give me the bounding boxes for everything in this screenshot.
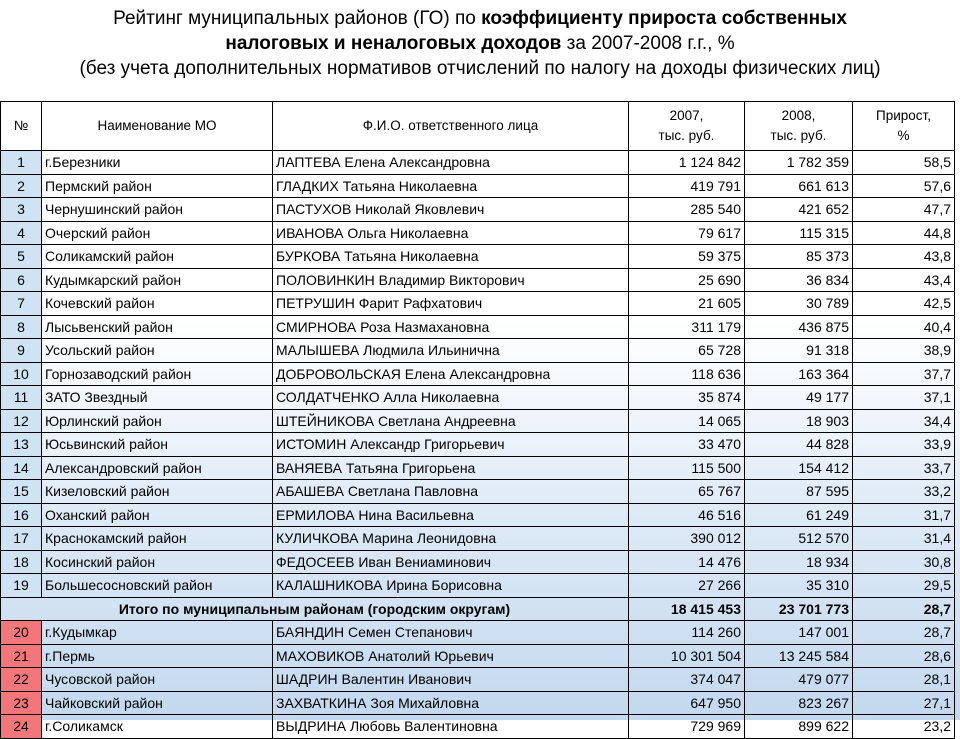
growth-percent: 33,2 bbox=[853, 480, 955, 504]
table-row bbox=[1, 456, 955, 480]
value-2007: 10 301 504 bbox=[629, 644, 745, 668]
responsible-person: ДОБРОВОЛЬСКАЯ Елена Александровна bbox=[273, 362, 629, 386]
row-number: 3 bbox=[1, 198, 42, 222]
row-number: 6 bbox=[1, 268, 42, 292]
growth-percent: 27,1 bbox=[853, 691, 955, 715]
responsible-person: ЕРМИЛОВА Нина Васильевна bbox=[273, 503, 629, 527]
row-number: 15 bbox=[1, 480, 42, 504]
responsible-person: ИСТОМИН Александр Григорьевич bbox=[273, 433, 629, 457]
growth-percent: 43,8 bbox=[853, 245, 955, 269]
table-row bbox=[1, 621, 955, 645]
value-2007: 311 179 bbox=[629, 315, 745, 339]
total-2008: 23 701 773 bbox=[745, 597, 853, 621]
growth-percent: 40,4 bbox=[853, 315, 955, 339]
growth-percent: 23,2 bbox=[853, 715, 955, 739]
table-row bbox=[1, 245, 955, 269]
row-number: 14 bbox=[1, 456, 42, 480]
rating-table bbox=[0, 101, 955, 739]
value-2008: 421 652 bbox=[745, 198, 853, 222]
growth-percent: 33,7 bbox=[853, 456, 955, 480]
municipality-name: Усольский район bbox=[42, 339, 273, 363]
growth-percent: 38,9 bbox=[853, 339, 955, 363]
responsible-person: МАХОВИКОВ Анатолий Юрьевич bbox=[273, 644, 629, 668]
growth-percent: 28,6 bbox=[853, 644, 955, 668]
value-2007: 1 124 842 bbox=[629, 151, 745, 175]
municipality-name: Горнозаводский район bbox=[42, 362, 273, 386]
growth-percent: 28,7 bbox=[853, 621, 955, 645]
row-number: 12 bbox=[1, 409, 42, 433]
value-2007: 59 375 bbox=[629, 245, 745, 269]
value-2007: 118 636 bbox=[629, 362, 745, 386]
responsible-person: АБАШЕВА Светлана Павловна bbox=[273, 480, 629, 504]
growth-percent: 28,1 bbox=[853, 668, 955, 692]
table-row bbox=[1, 644, 955, 668]
total-row bbox=[1, 597, 955, 621]
table-row bbox=[1, 268, 955, 292]
value-2007: 285 540 bbox=[629, 198, 745, 222]
table-row bbox=[1, 503, 955, 527]
responsible-person: ГЛАДКИХ Татьяна Николаевна bbox=[273, 174, 629, 198]
value-2008: 154 412 bbox=[745, 456, 853, 480]
value-2007: 14 065 bbox=[629, 409, 745, 433]
growth-percent: 47,7 bbox=[853, 198, 955, 222]
total-2007: 18 415 453 bbox=[629, 597, 745, 621]
title-line-2: налоговых и неналоговых доходов за 2007-2008 г.г., % bbox=[225, 33, 735, 54]
table-row bbox=[1, 339, 955, 363]
value-2007: 647 950 bbox=[629, 691, 745, 715]
responsible-person: ШАДРИН Валентин Иванович bbox=[273, 668, 629, 692]
responsible-person: БАЯНДИН Семен Степанович bbox=[273, 621, 629, 645]
municipality-name: Кудымкарский район bbox=[42, 268, 273, 292]
municipality-name: Чусовской район bbox=[42, 668, 273, 692]
municipality-name: Кизеловский район bbox=[42, 480, 273, 504]
value-2008: 512 570 bbox=[745, 527, 853, 551]
value-2008: 147 001 bbox=[745, 621, 853, 645]
title-subtitle: (без учета дополнительных нормативов отчислений по налогу на доходы физических лиц) bbox=[79, 58, 881, 79]
value-2008: 479 077 bbox=[745, 668, 853, 692]
responsible-person: ФЕДОСЕЕВ Иван Вениаминович bbox=[273, 550, 629, 574]
table-row bbox=[1, 574, 955, 598]
municipality-name: Чернушинский район bbox=[42, 198, 273, 222]
value-2008: 18 934 bbox=[745, 550, 853, 574]
row-number: 4 bbox=[1, 221, 42, 245]
responsible-person: ПЕТРУШИН Фарит Рафхатович bbox=[273, 292, 629, 316]
responsible-person: ШТЕЙНИКОВА Светлана Андреевна bbox=[273, 409, 629, 433]
responsible-person: ПОЛОВИНКИН Владимир Викторович bbox=[273, 268, 629, 292]
row-number: 18 bbox=[1, 550, 42, 574]
page-title bbox=[0, 6, 960, 81]
value-2008: 899 622 bbox=[745, 715, 853, 739]
header-growth: Прирост, % bbox=[853, 102, 955, 151]
responsible-person: КАЛАШНИКОВА Ирина Борисовна bbox=[273, 574, 629, 598]
table-row bbox=[1, 221, 955, 245]
value-2007: 115 500 bbox=[629, 456, 745, 480]
growth-percent: 34,4 bbox=[853, 409, 955, 433]
municipality-name: Чайковский район bbox=[42, 691, 273, 715]
growth-percent: 31,4 bbox=[853, 527, 955, 551]
municipality-name: г.Соликамск bbox=[42, 715, 273, 739]
value-2008: 18 903 bbox=[745, 409, 853, 433]
responsible-person: БУРКОВА Татьяна Николаевна bbox=[273, 245, 629, 269]
value-2008: 61 249 bbox=[745, 503, 853, 527]
growth-percent: 42,5 bbox=[853, 292, 955, 316]
row-number: 22 bbox=[1, 668, 42, 692]
table-row bbox=[1, 315, 955, 339]
row-number: 17 bbox=[1, 527, 42, 551]
responsible-person: МАЛЫШЕВА Людмила Ильинична bbox=[273, 339, 629, 363]
value-2007: 46 516 bbox=[629, 503, 745, 527]
total-label: Итого по муниципальным районам (городским округам) bbox=[1, 597, 629, 621]
total-growth: 28,7 bbox=[853, 597, 955, 621]
value-2008: 87 595 bbox=[745, 480, 853, 504]
municipality-name: Пермский район bbox=[42, 174, 273, 198]
row-number: 7 bbox=[1, 292, 42, 316]
municipality-name: г.Кудымкар bbox=[42, 621, 273, 645]
value-2008: 91 318 bbox=[745, 339, 853, 363]
table-row bbox=[1, 527, 955, 551]
municipality-name: Краснокамский район bbox=[42, 527, 273, 551]
row-number: 1 bbox=[1, 151, 42, 175]
row-number: 8 bbox=[1, 315, 42, 339]
responsible-person: СМИРНОВА Роза Назмахановна bbox=[273, 315, 629, 339]
value-2007: 21 605 bbox=[629, 292, 745, 316]
row-number: 10 bbox=[1, 362, 42, 386]
table-row bbox=[1, 715, 955, 739]
growth-percent: 57,6 bbox=[853, 174, 955, 198]
value-2008: 13 245 584 bbox=[745, 644, 853, 668]
growth-percent: 43,4 bbox=[853, 268, 955, 292]
municipality-name: Юрлинский район bbox=[42, 409, 273, 433]
value-2008: 35 310 bbox=[745, 574, 853, 598]
header-person: Ф.И.О. ответственного лица bbox=[273, 102, 629, 151]
value-2008: 163 364 bbox=[745, 362, 853, 386]
table-row bbox=[1, 691, 955, 715]
row-number: 2 bbox=[1, 174, 42, 198]
municipality-name: Юсьвинский район bbox=[42, 433, 273, 457]
growth-percent: 33,9 bbox=[853, 433, 955, 457]
table-row bbox=[1, 292, 955, 316]
header-2008: 2008, тыс. руб. bbox=[745, 102, 853, 151]
table-row bbox=[1, 668, 955, 692]
table-header-row bbox=[1, 102, 955, 151]
value-2008: 44 828 bbox=[745, 433, 853, 457]
row-number: 19 bbox=[1, 574, 42, 598]
table-row bbox=[1, 151, 955, 175]
municipality-name: Оханский район bbox=[42, 503, 273, 527]
value-2008: 823 267 bbox=[745, 691, 853, 715]
municipality-name: г.Пермь bbox=[42, 644, 273, 668]
table-row bbox=[1, 480, 955, 504]
value-2007: 374 047 bbox=[629, 668, 745, 692]
value-2008: 30 789 bbox=[745, 292, 853, 316]
value-2007: 14 476 bbox=[629, 550, 745, 574]
municipality-name: Очерский район bbox=[42, 221, 273, 245]
value-2007: 33 470 bbox=[629, 433, 745, 457]
value-2007: 390 012 bbox=[629, 527, 745, 551]
title-line-1: Рейтинг муниципальных районов (ГО) по коэффициенту прироста собственных bbox=[113, 8, 847, 29]
municipality-name: Лысьвенский район bbox=[42, 315, 273, 339]
responsible-person: ПАСТУХОВ Николай Яковлевич bbox=[273, 198, 629, 222]
value-2008: 49 177 bbox=[745, 386, 853, 410]
municipality-name: ЗАТО Звездный bbox=[42, 386, 273, 410]
value-2007: 27 266 bbox=[629, 574, 745, 598]
value-2007: 114 260 bbox=[629, 621, 745, 645]
row-number: 24 bbox=[1, 715, 42, 739]
municipality-name: Большесосновский район bbox=[42, 574, 273, 598]
responsible-person: ИВАНОВА Ольга Николаевна bbox=[273, 221, 629, 245]
growth-percent: 44,8 bbox=[853, 221, 955, 245]
value-2008: 85 373 bbox=[745, 245, 853, 269]
value-2008: 115 315 bbox=[745, 221, 853, 245]
table-row bbox=[1, 362, 955, 386]
table-row bbox=[1, 550, 955, 574]
growth-percent: 29,5 bbox=[853, 574, 955, 598]
value-2008: 1 782 359 bbox=[745, 151, 853, 175]
row-number: 23 bbox=[1, 691, 42, 715]
responsible-person: ВЫДРИНА Любовь Валентиновна bbox=[273, 715, 629, 739]
responsible-person: ЛАПТЕВА Елена Александровна bbox=[273, 151, 629, 175]
row-number: 13 bbox=[1, 433, 42, 457]
responsible-person: КУЛИЧКОВА Марина Леонидовна bbox=[273, 527, 629, 551]
table-row bbox=[1, 409, 955, 433]
value-2008: 36 834 bbox=[745, 268, 853, 292]
row-number: 5 bbox=[1, 245, 42, 269]
municipality-name: Кочевский район bbox=[42, 292, 273, 316]
table-row bbox=[1, 386, 955, 410]
table-row bbox=[1, 433, 955, 457]
value-2007: 35 874 bbox=[629, 386, 745, 410]
value-2007: 25 690 bbox=[629, 268, 745, 292]
growth-percent: 30,8 bbox=[853, 550, 955, 574]
row-number: 21 bbox=[1, 644, 42, 668]
header-name: Наименование МО bbox=[42, 102, 273, 151]
value-2007: 729 969 bbox=[629, 715, 745, 739]
header-num: № bbox=[1, 102, 42, 151]
row-number: 9 bbox=[1, 339, 42, 363]
table-row bbox=[1, 174, 955, 198]
responsible-person: СОЛДАТЧЕНКО Алла Николаевна bbox=[273, 386, 629, 410]
row-number: 16 bbox=[1, 503, 42, 527]
municipality-name: Александровский район bbox=[42, 456, 273, 480]
growth-percent: 37,1 bbox=[853, 386, 955, 410]
municipality-name: Косинский район bbox=[42, 550, 273, 574]
table-row bbox=[1, 198, 955, 222]
value-2008: 661 613 bbox=[745, 174, 853, 198]
row-number: 11 bbox=[1, 386, 42, 410]
municipality-name: Соликамский район bbox=[42, 245, 273, 269]
value-2007: 419 791 bbox=[629, 174, 745, 198]
value-2007: 79 617 bbox=[629, 221, 745, 245]
responsible-person: ВАНЯЕВА Татьяна Григорьена bbox=[273, 456, 629, 480]
municipality-name: г.Березники bbox=[42, 151, 273, 175]
header-2007: 2007, тыс. руб. bbox=[629, 102, 745, 151]
responsible-person: ЗАХВАТКИНА Зоя Михайловна bbox=[273, 691, 629, 715]
growth-percent: 58,5 bbox=[853, 151, 955, 175]
row-number: 20 bbox=[1, 621, 42, 645]
value-2007: 65 728 bbox=[629, 339, 745, 363]
growth-percent: 37,7 bbox=[853, 362, 955, 386]
value-2008: 436 875 bbox=[745, 315, 853, 339]
growth-percent: 31,7 bbox=[853, 503, 955, 527]
value-2007: 65 767 bbox=[629, 480, 745, 504]
